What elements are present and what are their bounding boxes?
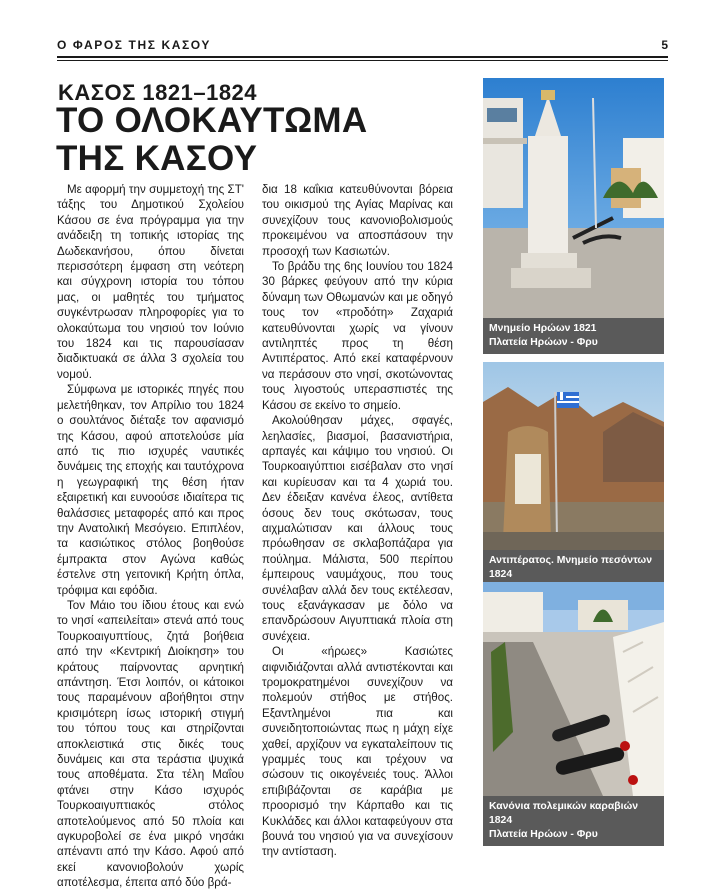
article-column-2 (262, 182, 453, 860)
paragraph: Ακολούθησαν μάχες, σφαγές, λεηλασίες, βιασμοί, βασανιστήρια, αρπαγές και κάψιμο του νησιού. Οι Τουρκοαιγύπτιοι εισέβαλαν στο νησί και κυρίευσαν και τα 4 χωριά του. Δεν έδειξαν κανένα έλεος, αντίθετα όσους δεν τους σκότωσαν, τους αιχμαλώτισαν και άλλους τους πρόωθησαν σε σκλαβοπάζαρα για πούλημα. Μάλιστα, 500 περίπου έμπειρους ναυμάχους, που τους συνέλαβαν αλλά δεν τους εκτέλεσαν, τους εξανάγκασαν με δόλο να επανδρώσουν Αιγυπτιακά πλοία στη συνέχεια. (262, 414, 453, 643)
page-number: 5 (661, 38, 668, 52)
cannons-photo (483, 582, 664, 796)
heroes-monument-photo (483, 78, 664, 318)
page-header (57, 36, 668, 58)
paragraph: Το βράδυ της 6ης Ιουνίου του 1824 30 βάρκες φεύγουν από την κύρια δύναμη των Οθωμανών και με οδηγό τους τον «προδότη» Ζαχαριά κατευθύνονται χωρίς να γίνουν αντιληπτές προς τη θέση Αντιπέρατος. Από εκεί καταφέρνουν να περάσουν στο νησί, σκοτώνοντας τους λιγοστούς υπερασπιστές της Κάσου σε εκείνο το σημείο. (262, 260, 453, 412)
newspaper-title: Ο ΦΑΡΟΣ ΤΗΣ ΚΑΣΟΥ (57, 38, 212, 52)
headline-line-2: ΤΗΣ ΚΑΣΟΥ (56, 139, 258, 178)
paragraph: Τον Μάιο του ίδιου έτους και ενώ το νησί «απειλείται» στενά από τους Τουρκοαιγυπτίους, ζητά βοήθεια από την «Κεντρική Διοίκηση» του κράτους παίρνοντας αρνητική απάντηση. Έτσι λοιπόν, οι κάτοικοι τους παραμένουν αβοήθητοι στην κρισιμότερη ίσως ιστορική στιγμή του τόπου τους και στηρίζονται αποκλειστικά στις δικές τους δυνάμεις και στα τεράστια ψυχικά τους αποθέματα. Στα τέλη Μαΐου φτάνει στην Κάσο ισχυρός Τουρκοαιγυπτιακός στόλος αποτελούμενος από 50 πλοία και αγκυροβολεί σε ένα μικρό νησάκι απέναντι από την Κάσο. Αφού από εκεί κανονιοβολούν χωρίς αποτέλεσμα, έπειτα από δύο βρά- (57, 598, 244, 890)
article-headline (56, 102, 386, 178)
header-rule (57, 60, 668, 61)
photo-caption (483, 550, 664, 586)
paragraph: Με αφορμή την συμμετοχή της ΣΤ' τάξης του Δημοτικού Σχολείου Κάσου σε ένα πρόγραμμα για την ανάδειξη τη τοπικής ιστορίας της Δωδεκανήσου, όπου δίνεται περισσότερη έμφαση στη νεότερη και σύγχρονη ιστορία του τόπου μας, οι μαθητές του τμήματος συγκέντρωσαν πληροφορίες για το ολοκαύτωμα του νησιού τον Ιούνιο του 1824 και τις παρουσίασαν διαδικτυακά σε άλλα 3 σχολεία του νομού. (57, 183, 244, 381)
photo-caption (483, 796, 664, 846)
headline-line-1: ΤΟ ΟΛΟΚΑΥΤΩΜΑ (56, 101, 368, 140)
caption-line: Κανόνια πολεμικών καραβιών 1824 (489, 801, 639, 826)
antiperatos-monument-photo (483, 362, 664, 550)
paragraph: δια 18 καΐκια κατευθύνονται βόρεια του οικισμού της Αγίας Μαρίνας και συνεχίζουν τους κανονιοβολισμούς προκειμένου να αποσπάσουν την προσοχή των Κασιωτών. (262, 183, 453, 258)
caption-line: Πλατεία Ηρώων - Φρυ (489, 337, 598, 348)
caption-line: Πλατεία Ηρώων - Φρυ (489, 829, 598, 840)
article-kicker: ΚΑΣΟΣ 1821–1824 (58, 80, 258, 105)
paragraph: Σύμφωνα με ιστορικές πηγές που μελετήθηκαν, τον Απρίλιο του 1824 ο σουλτάνος διέταξε τον αφανισμό της Κάσου, αφού αποτελούσε μία από τις πιο ισχυρές ναυτικές δυνάμεις της εποχής και ταυτόχρονα η γεωγραφική της θέση ήταν εξαιρετική και ευνοούσε ιδιαίτερα τις θαλάσσιες μεταφορές από και προς την Ανατολική Μεσόγειο. Επιπλέον, τα κασιώτικος στόλος βοηθούσε έμπρακτα στον Αγώνα καθώς έστελνε στη γειτονική Κρήτη όπλα, τρόφιμα και εφόδια. (57, 383, 244, 597)
paragraph: Οι «ήρωες» Κασιώτες αιφνιδιάζονται αλλά αντιστέκονται και τρομοκρατημένοι συνεχίζουν να πολεμούν στήθος με στήθος. Εξαντλημένοι πια και συνειδητοποιώντας πως η μάχη είχε χαθεί, αρχίζουν να εγκαταλείπουν τις γραμμές τους και τρέχουν να σώσουν τις οικογένειές τους. Άλλοι επιβιβάζονται σε καράβια με προορισμό την Κάρπαθο και τις Κυκλάδες και άλλοι καταφεύγουν στα βουνά του νησιού για να συνεχίσουν την αντίσταση. (262, 645, 453, 859)
caption-line: Αντιπέρατος. Μνημείο πεσόντων 1824 (489, 555, 652, 580)
caption-line: Μνημείο Ηρώων 1821 (489, 323, 597, 334)
article-column-1 (57, 182, 244, 891)
photo-caption (483, 318, 664, 354)
